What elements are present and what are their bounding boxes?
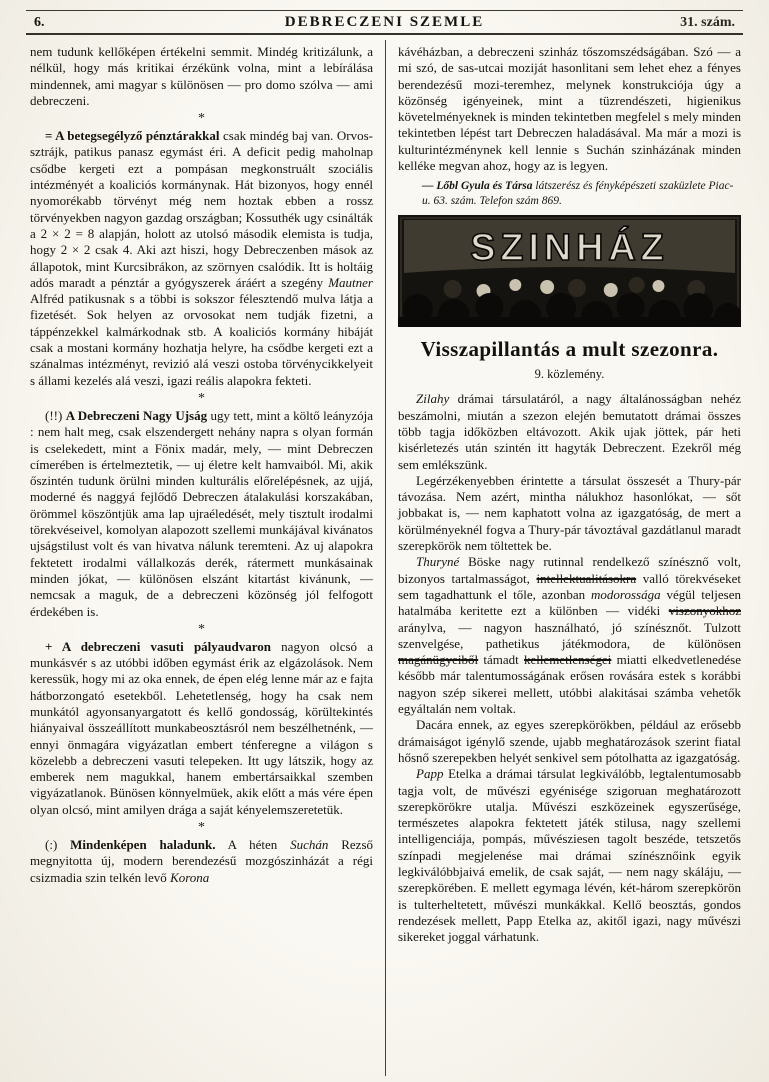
section-separator: * <box>198 390 205 406</box>
szinhaz-illustration <box>398 215 741 327</box>
advertisement: — Lőbl Gyula és Társa látszerész és fényképészeti szaküzlete Piac-u. 63. szám. Telefon szám 869. <box>422 180 734 207</box>
article-subtitle: 9. közlemény. <box>534 367 605 382</box>
paragraph: + A debreczeni vasuti pályaudvaron nagyon olcsó a munkásvér s az utóbbi időben egymást érik az elgázolások. Nem keressük, hogy mi az oka ennek, de épen elég lenne már az e fajta hátborzongató esetekből. Lehetetlenség, hogy ha csak nem munkától agyonsanyargatott és kellő gondosság, körültekintés hiányaival összeállított munkabeosztásról nem beszélhetnénk, — ennyi önmagára vigyázatlan embert ténferegne a világon s közelebb a debreczeni vasuti telepeken. Itt ugy látszik, hogy az emberek nem magukkal, hanem embertársaikkal szemben vigyázatlanok. Bünösen könnyelmüek, akik előtt a más vére épen olyan olcsó, mint amilyen drága a saját kényelemszeretetük. <box>30 638 373 817</box>
left-column <box>26 40 385 1076</box>
paragraph: (!!) A Debreczeni Nagy Ujság ugy tett, mint a költő leányzója : nem halt meg, csak elszendergett nehány napra s olyan formán is cselekedett, mint a Fönix madár, mely, — mint Debreczen címerében is értelmeztetik, — uj életre kelt hamvaiból. Mi, akik őszintén tudunk örülni minden kulturális előrelépésnek, az ujjá, moderné és naggyá fejlődő Debreczen átalakulási korszakában, örömmel köszöntjük ama lap ujraéledését, mely tisztult irodalmi törekvéseivel, komolyan alapozott szellemi munkájával kivánatos ujságstilust volt és van hivatva nálunk teremteni. Az uj alapokra fektetett irodalmi vállalkozás derék, rátermett munkásainak minden jókat, — különösen elszánt kitartást kivánunk, — nemcsak a maguk, de a debreczeni közönség jól felfogott érdekében is. <box>30 407 373 619</box>
issue-number: 31. szám. <box>680 15 735 30</box>
paragraph: (:) Mindenképen haladunk. A héten Suchán Rezső megnyitotta új, modern berendezésű mozgószinházát a régi csizmadia szin telkén levő Korona <box>30 837 374 885</box>
section-separator: * <box>198 621 205 637</box>
section-separator: * <box>198 111 205 127</box>
paragraph: nem tudunk kellőképen értékelni semmit. Mindég kritizálunk, a nélkül, hogy más kritikai érzékünk volna, mint a lebírálása mindennek, ami magyar s különösen — pro domo szólva — ami debreczeni. <box>30 44 373 108</box>
newspaper-title: DEBRECZENI SZEMLE <box>284 14 485 30</box>
paragraph: kávéházban, a debreczeni szinház tőszomszédságában. Szó — a mi szó, de sas-utcai moziját hasonlitani sem lehet ehez a fényes berendezésű mozi-teremhez, melynek konstrukciója úgy a közönség igényeinek, mint a tüzrendészeti, higienikus követelményeknek is minden tekintetben megfelel s mely minden tekintetben lépést tart Debreczen haladásával. Ma már a mozi is kulturintézménynek kell lennie s Suchán szinházának minden kelléke megvan ahoz, hogy az is legyen. <box>398 44 741 174</box>
illustration-title: SZINHÁZ <box>470 227 669 270</box>
content-columns <box>26 40 743 1076</box>
header-rule <box>26 33 743 35</box>
article-paragraph: Dacára ennek, az egyes szerepkörökben, például az erősebb drámaiságot igénylő szende, ujabb meghatározások szerint fiatal hősnő szerepekben helyét senkivel sem pótolhatta az igazgatóság. <box>398 717 741 765</box>
article-paragraph: Thuryné Böske nagy rutinnal rendelkező színésznő volt, bizonyos tartalmasságot, intellektualitásokra valló törekvéseket sem tagadhattunk el tőle, azonban modorossága végül teljesen hatalmába keritette ezt a különben — vidéki viszonyokhoz aránylva, — nagyon használható, jó színésznőt. Tulzott szenvelgése, pathetikus játékmodora, de különösen magánügyeiből támadt kellemetlenségei miatti elkedvetlenedése később már talentumosságának erősen rovására estek s korábbi nagyon szép sikerei mellett, utóbbi alakitásai számba vehetők egyáltalán nem voltak. <box>398 554 742 717</box>
right-column <box>386 40 743 1076</box>
article-title: Visszapillantás a mult szezonra. <box>420 337 719 362</box>
paragraph: = A betegsegélyző pénztárakkal csak mindég baj van. Orvos-sztrájk, patikus panasz egymást éri. A deficit pedig maholnap csődbe kergeti ezt a pompásan megkonstruált szociális intézményét a koaliciós kormánynak. Hát bizonyos, hogy ennél nyomorékabb törvényt még nem hoztak ebben a rossz törvényekben nagyon gazdag országban; Kossuthék ugy csinálták a 2 × 2 = 8 alapján, holott az utolsó második elemista is tudja, hogy 2 × 2 csak 4. Aki azt hiszi, hogy Debreczenben mások az állapotok, mint Kurcsibrákon, az szörnyen csalódik. Itt is holtáig adós maradt a pénztár a gyógyszerek áráért a szegény Mautner Alfréd patikusnak s a többi is sokszor félesztendő mulva látja a fizetését. Sok helyen az orvosokat nem tudják fizetni, a táppénzekkel kalmárkodnak stb. A koaliciós kormány hibáját csak a mostani kormány hozhatja helyre, ha csődbe kergeti ezt a szánalmas intézményt, revizió alá veszi ostoba törvénycikkelyeit s állami kezelés alá veszi, igazi reális alapokra fekteti. <box>30 128 373 388</box>
page-number: 6. <box>34 15 45 30</box>
theater-audience-image <box>398 215 741 327</box>
article-paragraph: Legérzékenyebben érintette a társulat összesét a Thury-pár távozása. Nem azért, mintha nálukhoz hasonlókat, — sőt jobbakat is, — nem kaphatott volna az igazgatóság, de mert a körülményeknél fogva a Thury-pár távoztával gazdátlanul maradt szerepkörök nem töltettek be. <box>398 472 741 554</box>
section-separator: * <box>198 820 205 836</box>
article-paragraph: Zilahy drámai társulatáról, a nagy általánosságban nehéz beszámolni, miután a szezon elején bemutatott drámai összes több tagja időközben eltávozott. Akik ujak jöttek, pár heti kisérletezés után szintén itt hagyták Debreczent. Ezekről még sem emlékszünk. <box>398 391 741 472</box>
page-header <box>26 11 743 33</box>
article-paragraph: Papp Etelka a drámai társulat legkiválóbb, legtalentumosabb tagja volt, de művészi egyénisége szigoruan meghatározott szerepkörökre utalja. Művészi eszközeinek egyszerűsége, természetes alapokra fektetett játék stilusa, nagy szellemi intelligenciája, pompás, művésziesen tagolt beszéde, tetszetős színpadi megjelenése mai drámai színésznőink egyik legkiválóbbjaivá emelik, de csak saját, — nem nagy skáláju, — szerepkörében. E mellett egymaga lévén, két-három szerepkörön is tulterheltetett, művészi munkákkal. Kellő beosztás, gondos rendezések mellett, Papp Etelka az, akitől igazi, nagy művészi sikereket joggal várhatunk. <box>398 766 741 945</box>
